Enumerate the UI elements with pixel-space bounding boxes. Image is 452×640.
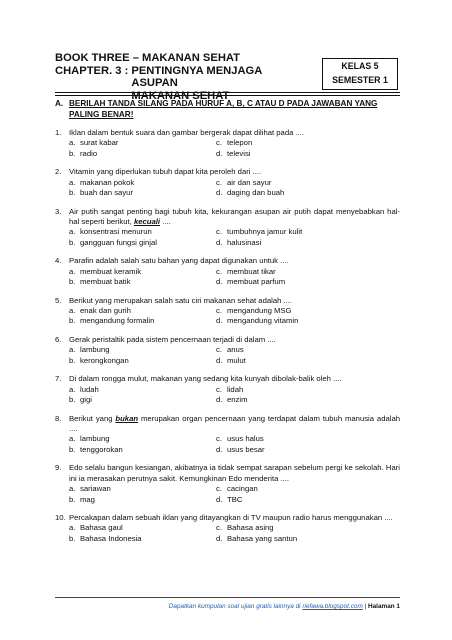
semester-label: SEMESTER 1 [332, 75, 388, 85]
option-letter: c. [216, 266, 222, 276]
answer-option-c[interactable] [216, 523, 400, 533]
answer-options [69, 227, 400, 248]
question-stem-text: Air putih sangat penting bagi tubuh kita, kekurangan asupan air putih dapat menyebabkan hal-hal seperti berikut, [69, 206, 400, 227]
option-letter: d. [216, 237, 223, 247]
answer-option-d[interactable] [216, 356, 400, 366]
option-text: cacingan [227, 484, 258, 494]
footer-text: Dapatkan kumpulan soal ujian gratis lainnya di [168, 603, 301, 610]
option-text: mulut [227, 355, 246, 365]
option-text: Bahasa Indonesia [80, 533, 142, 543]
answer-option-d[interactable] [216, 445, 400, 455]
section-heading [55, 98, 400, 120]
answer-options [69, 385, 400, 406]
option-text: anus [227, 345, 244, 355]
answer-option-b[interactable] [69, 238, 216, 248]
question-keyword: kecuali [133, 217, 161, 227]
answer-option-a[interactable] [69, 345, 216, 355]
option-text: konsentrasi menurun [80, 227, 152, 237]
option-text: membuat keramik [80, 266, 142, 276]
answer-option-d[interactable] [216, 149, 400, 159]
option-letter: a. [69, 177, 76, 187]
option-text: usus halus [227, 434, 264, 444]
question-body [69, 414, 400, 456]
option-text: daging dan buah [227, 188, 285, 198]
option-letter: a. [69, 345, 76, 355]
option-text: radio [80, 148, 98, 158]
option-letter: a. [69, 523, 76, 533]
question-stem: Berikut yang merupakan salah satu ciri makanan sehat adalah .... [69, 295, 293, 305]
answer-options [69, 434, 400, 455]
option-text: mag [80, 494, 95, 504]
option-letter: c. [216, 138, 222, 148]
question-body [69, 207, 400, 249]
option-text: buah dan sayur [80, 188, 133, 198]
option-text: telepon [227, 138, 253, 148]
question-stem: Vitamin yang diperlukan tubuh dapat kita peroleh dari .... [69, 167, 262, 177]
answer-option-a[interactable] [69, 306, 216, 316]
option-letter: b. [69, 148, 76, 158]
option-letter: d. [216, 277, 223, 287]
option-text: mengandung MSG [227, 306, 292, 316]
answer-option-d[interactable] [216, 238, 400, 248]
question-item [55, 167, 400, 198]
option-letter: d. [216, 355, 223, 365]
option-text: gangguan fungsi ginjal [80, 237, 157, 247]
question-body [69, 374, 400, 405]
question-list [55, 128, 400, 552]
option-letter: d. [216, 316, 223, 326]
option-letter: a. [69, 306, 76, 316]
option-text: enak dan gurih [80, 306, 131, 316]
answer-option-d[interactable] [216, 188, 400, 198]
option-text: Bahasa yang santun [227, 533, 298, 543]
book-title: BOOK THREE – MAKANAN SEHAT [55, 52, 241, 64]
option-letter: b. [69, 237, 76, 247]
option-text: membuat tikar [227, 266, 276, 276]
option-letter: b. [69, 316, 76, 326]
option-letter: c. [216, 434, 222, 444]
question-body [69, 513, 400, 544]
option-letter: a. [69, 227, 76, 237]
class-box [322, 58, 398, 90]
answer-option-b[interactable] [69, 188, 216, 198]
answer-option-a[interactable] [69, 138, 216, 148]
answer-option-d[interactable] [216, 277, 400, 287]
answer-option-c[interactable] [216, 385, 400, 395]
question-body [69, 335, 400, 366]
question-body [69, 256, 400, 287]
option-letter: c. [216, 484, 222, 494]
question-keyword: bukan [115, 413, 139, 423]
option-text: mengandung vitamin [227, 316, 299, 326]
option-letter: b. [69, 533, 76, 543]
question-stem: Iklan dalam bentuk suara dan gambar bergerak dapat dilihat pada .... [69, 128, 305, 137]
option-letter: c. [216, 384, 222, 394]
answer-option-b[interactable] [69, 356, 216, 366]
option-text: membuat parfum [227, 277, 286, 287]
answer-option-c[interactable] [216, 227, 400, 237]
option-text: gigi [80, 395, 92, 405]
question-number: 7. [55, 374, 62, 384]
answer-option-b[interactable] [69, 277, 216, 287]
question-item [55, 128, 400, 159]
answer-option-b[interactable] [69, 445, 216, 455]
chapter-title-line2: MAKANAN SEHAT [131, 89, 230, 102]
question-body [69, 463, 400, 505]
question-stem: Parafin adalah salah satu bahan yang dapat digunakan untuk .... [69, 256, 289, 266]
option-text: makanan pokok [80, 177, 135, 187]
answer-option-a[interactable] [69, 385, 216, 395]
question-item [55, 335, 400, 366]
answer-option-b[interactable] [69, 149, 216, 159]
option-text: surat kabar [80, 138, 119, 148]
option-letter: d. [216, 444, 223, 454]
question-item [55, 513, 400, 544]
chapter-heading [55, 65, 305, 103]
option-text: Bahasa asing [227, 523, 274, 533]
answer-options [69, 138, 400, 159]
option-letter: c. [216, 227, 222, 237]
answer-option-c[interactable] [216, 345, 400, 355]
option-letter: d. [216, 533, 223, 543]
option-text: kerongkongan [80, 355, 129, 365]
answer-option-c[interactable] [216, 267, 400, 277]
footer-link[interactable]: riefawa.blogspot.com [302, 603, 363, 610]
answer-option-a[interactable] [69, 434, 216, 444]
question-number: 2. [55, 167, 62, 177]
option-letter: c. [216, 306, 222, 316]
class-label: KELAS 5 [341, 61, 379, 71]
option-letter: c. [216, 523, 222, 533]
option-text: enzim [227, 395, 248, 405]
option-text: air dan sayur [227, 177, 272, 187]
option-text: lidah [227, 384, 244, 394]
answer-option-a[interactable] [69, 523, 216, 533]
question-stem: Edo selalu bangun kesiangan, akibatnya ia tidak sempat sarapan sebelum pergi ke sekolah. Hari ini ia merasakan perutnya sakit. Kemungkinan Edo menderita .... [69, 463, 400, 483]
option-letter: b. [69, 355, 76, 365]
option-letter: c. [216, 345, 222, 355]
answer-options [69, 523, 400, 544]
answer-options [69, 306, 400, 327]
answer-options [69, 484, 400, 505]
option-letter: a. [69, 484, 76, 494]
option-letter: a. [69, 138, 76, 148]
question-stem: Gerak peristaltik pada sistem pencernaan terjadi di dalam .... [69, 334, 276, 344]
option-letter: b. [69, 444, 76, 454]
answer-option-b[interactable] [69, 395, 216, 405]
question-item [55, 256, 400, 287]
option-text: usus besar [227, 444, 265, 454]
question-body [69, 296, 400, 327]
answer-options [69, 267, 400, 288]
answer-option-c[interactable] [216, 306, 400, 316]
question-stem [69, 414, 400, 435]
section-instruction: BERILAH TANDA SILANG PADA HURUF A, B, C ATAU D PADA JAWABAN YANG PALING BENAR! [69, 99, 378, 119]
footer-rule [55, 597, 400, 598]
option-text: membuat batik [80, 277, 131, 287]
option-text: sariawan [80, 484, 111, 494]
question-number: 3. [55, 206, 62, 216]
answer-option-a[interactable] [69, 484, 216, 494]
answer-option-c[interactable] [216, 434, 400, 444]
question-stem-text: .... [162, 217, 171, 227]
answer-options [69, 178, 400, 199]
option-letter: d. [216, 494, 223, 504]
question-item [55, 207, 400, 249]
chapter-label: CHAPTER. 3 : [55, 64, 129, 77]
section-letter: A. [55, 99, 64, 108]
option-letter: b. [69, 277, 76, 287]
option-text: lambung [80, 345, 110, 355]
answer-option-a[interactable] [69, 178, 216, 188]
option-text: Bahasa gaul [80, 523, 123, 533]
option-letter: d. [216, 188, 223, 198]
answer-option-b[interactable] [69, 534, 216, 544]
page-number: Halaman 1 [368, 603, 400, 610]
answer-option-a[interactable] [69, 267, 216, 277]
question-item [55, 463, 400, 505]
question-number: 9. [55, 463, 62, 473]
question-number: 5. [55, 295, 62, 305]
answer-option-c[interactable] [216, 178, 400, 188]
chapter-title-line1: PENTINGNYA MENJAGA ASUPAN [131, 64, 262, 90]
question-item [55, 296, 400, 327]
answer-option-d[interactable] [216, 316, 400, 326]
question-number: 8. [55, 413, 62, 423]
question-body [69, 128, 400, 159]
option-text: tumbuhnya jamur kulit [227, 227, 303, 237]
question-number: 4. [55, 256, 62, 266]
question-body [69, 167, 400, 198]
option-letter: b. [69, 395, 76, 405]
question-number: 10. [55, 513, 66, 523]
question-stem: Di dalam rongga mulut, makanan yang sedang kita kunyah dibolak-balik oleh .... [69, 374, 342, 384]
question-stem: Percakapan dalam sebuah iklan yang ditayangkan di TV maupun radio harus menggunakan .... [69, 513, 393, 523]
header-rule-bottom [55, 95, 400, 96]
answer-options [69, 345, 400, 366]
question-stem-text: Berikut yang [69, 413, 113, 423]
option-text: televisi [227, 148, 251, 158]
option-text: mengandung formalin [80, 316, 155, 326]
option-text: tenggorokan [80, 444, 123, 454]
footer-separator: | [364, 603, 367, 610]
question-number: 1. [55, 128, 62, 137]
option-text: halusinasi [227, 237, 262, 247]
option-letter: b. [69, 188, 76, 198]
question-stem [69, 207, 400, 228]
answer-option-a[interactable] [69, 227, 216, 237]
option-letter: d. [216, 148, 223, 158]
option-text: ludah [80, 384, 99, 394]
option-letter: a. [69, 266, 76, 276]
option-text: lambung [80, 434, 110, 444]
option-text: TBC [227, 494, 243, 504]
question-number: 6. [55, 334, 62, 344]
option-letter: a. [69, 384, 76, 394]
answer-option-d[interactable] [216, 534, 400, 544]
answer-option-d[interactable] [216, 395, 400, 405]
option-letter: a. [69, 434, 76, 444]
option-letter: b. [69, 494, 76, 504]
question-stem-text: merupakan organ pencernaan yang terdapat dalam tubuh manusia adalah .... [69, 413, 401, 433]
question-item [55, 414, 400, 456]
option-letter: d. [216, 395, 223, 405]
header-rule-top [55, 92, 400, 93]
answer-option-c[interactable] [216, 138, 400, 148]
option-letter: c. [216, 177, 222, 187]
answer-option-d[interactable] [216, 495, 400, 505]
chapter-title [128, 65, 305, 103]
answer-option-b[interactable] [69, 495, 216, 505]
footer [55, 602, 400, 611]
answer-option-b[interactable] [69, 316, 216, 326]
answer-option-c[interactable] [216, 484, 400, 494]
question-item [55, 374, 400, 405]
